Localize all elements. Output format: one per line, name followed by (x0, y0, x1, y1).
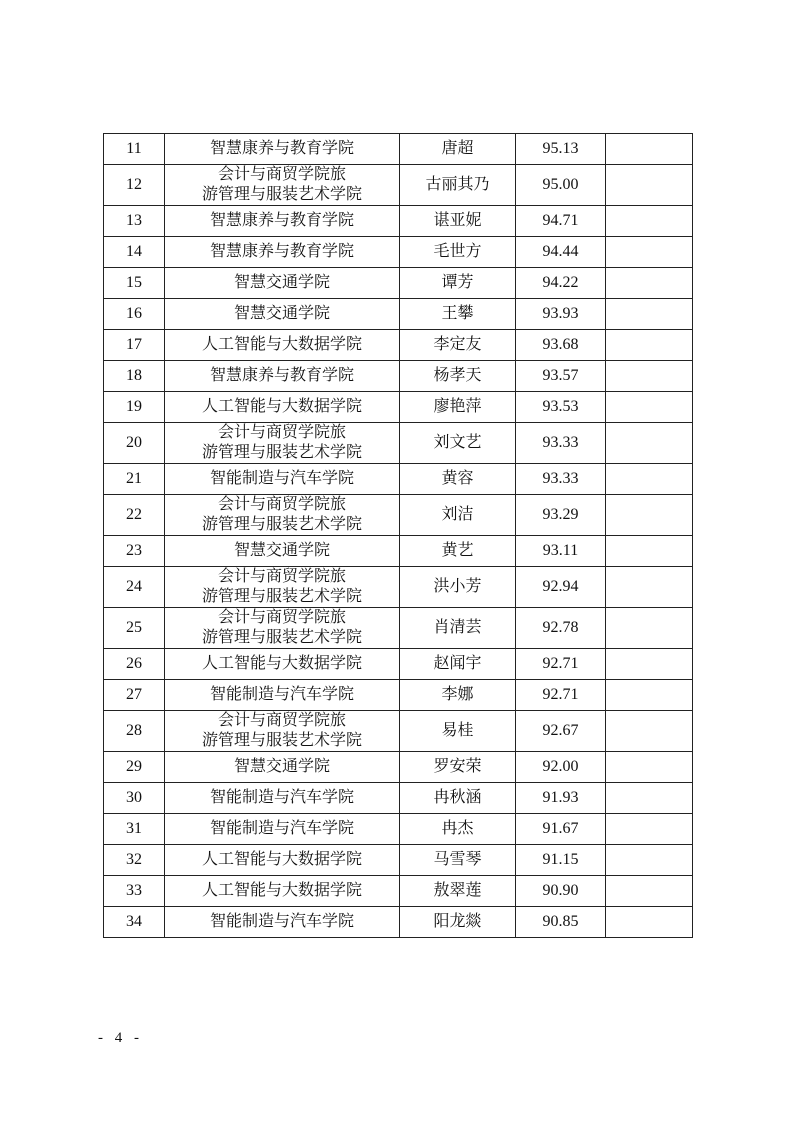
remarks-cell (606, 495, 693, 536)
name-cell: 李娜 (400, 680, 516, 711)
table-row (104, 536, 693, 567)
row-number-cell: 21 (104, 464, 165, 495)
table-row (104, 680, 693, 711)
remarks-cell (606, 845, 693, 876)
college-cell: 人工智能与大数据学院 (165, 330, 400, 361)
score-cell: 93.33 (516, 423, 606, 464)
college-cell: 会计与商贸学院旅 游管理与服装艺术学院 (165, 608, 400, 649)
score-cell: 92.00 (516, 752, 606, 783)
score-cell: 92.67 (516, 711, 606, 752)
remarks-cell (606, 907, 693, 938)
remarks-cell (606, 423, 693, 464)
score-cell: 92.71 (516, 680, 606, 711)
remarks-cell (606, 330, 693, 361)
row-number-cell: 27 (104, 680, 165, 711)
remarks-cell (606, 464, 693, 495)
remarks-cell (606, 649, 693, 680)
table-row (104, 876, 693, 907)
page-number: - 4 - (98, 1030, 143, 1046)
remarks-cell (606, 783, 693, 814)
college-cell: 智慧交通学院 (165, 752, 400, 783)
remarks-cell (606, 299, 693, 330)
row-number-cell: 29 (104, 752, 165, 783)
table-row (104, 134, 693, 165)
score-cell: 91.93 (516, 783, 606, 814)
score-cell: 93.53 (516, 392, 606, 423)
row-number-cell: 34 (104, 907, 165, 938)
name-cell: 易桂 (400, 711, 516, 752)
remarks-cell (606, 814, 693, 845)
college-cell: 人工智能与大数据学院 (165, 649, 400, 680)
remarks-cell (606, 134, 693, 165)
row-number-cell: 28 (104, 711, 165, 752)
name-cell: 廖艳萍 (400, 392, 516, 423)
name-cell: 洪小芳 (400, 567, 516, 608)
row-number-cell: 33 (104, 876, 165, 907)
table-row (104, 165, 693, 206)
table-row (104, 423, 693, 464)
table-row (104, 814, 693, 845)
score-cell: 94.22 (516, 268, 606, 299)
row-number-cell: 30 (104, 783, 165, 814)
college-cell: 人工智能与大数据学院 (165, 845, 400, 876)
score-cell: 92.94 (516, 567, 606, 608)
college-cell: 智能制造与汽车学院 (165, 464, 400, 495)
college-cell: 人工智能与大数据学院 (165, 876, 400, 907)
table-row (104, 206, 693, 237)
row-number-cell: 13 (104, 206, 165, 237)
remarks-cell (606, 876, 693, 907)
remarks-cell (606, 206, 693, 237)
table-row (104, 608, 693, 649)
name-cell: 黄容 (400, 464, 516, 495)
college-cell: 智慧康养与教育学院 (165, 361, 400, 392)
table-row (104, 237, 693, 268)
name-cell: 毛世方 (400, 237, 516, 268)
name-cell: 冉秋涵 (400, 783, 516, 814)
name-cell: 赵闻宇 (400, 649, 516, 680)
score-cell: 93.29 (516, 495, 606, 536)
score-cell: 90.90 (516, 876, 606, 907)
row-number-cell: 17 (104, 330, 165, 361)
college-cell: 人工智能与大数据学院 (165, 392, 400, 423)
score-cell: 91.15 (516, 845, 606, 876)
table-row (104, 361, 693, 392)
college-cell: 会计与商贸学院旅 游管理与服装艺术学院 (165, 165, 400, 206)
score-cell: 93.68 (516, 330, 606, 361)
row-number-cell: 31 (104, 814, 165, 845)
college-cell: 智慧康养与教育学院 (165, 134, 400, 165)
score-cell: 90.85 (516, 907, 606, 938)
name-cell: 杨孝天 (400, 361, 516, 392)
row-number-cell: 11 (104, 134, 165, 165)
college-cell: 智慧交通学院 (165, 536, 400, 567)
table-row (104, 845, 693, 876)
ranking-table (103, 133, 693, 938)
row-number-cell: 22 (104, 495, 165, 536)
college-cell: 会计与商贸学院旅 游管理与服装艺术学院 (165, 567, 400, 608)
row-number-cell: 26 (104, 649, 165, 680)
remarks-cell (606, 361, 693, 392)
name-cell: 马雪琴 (400, 845, 516, 876)
table-row (104, 649, 693, 680)
college-cell: 智慧康养与教育学院 (165, 206, 400, 237)
score-cell: 94.71 (516, 206, 606, 237)
remarks-cell (606, 392, 693, 423)
remarks-cell (606, 165, 693, 206)
score-cell: 94.44 (516, 237, 606, 268)
name-cell: 古丽其乃 (400, 165, 516, 206)
table-row (104, 330, 693, 361)
college-cell: 会计与商贸学院旅 游管理与服装艺术学院 (165, 495, 400, 536)
college-cell: 智能制造与汽车学院 (165, 814, 400, 845)
table-row (104, 392, 693, 423)
ranking-table-body (104, 134, 693, 938)
name-cell: 敖翠莲 (400, 876, 516, 907)
row-number-cell: 24 (104, 567, 165, 608)
row-number-cell: 20 (104, 423, 165, 464)
name-cell: 罗安荣 (400, 752, 516, 783)
score-cell: 95.13 (516, 134, 606, 165)
name-cell: 阳龙燚 (400, 907, 516, 938)
score-cell: 93.57 (516, 361, 606, 392)
remarks-cell (606, 268, 693, 299)
table-row (104, 752, 693, 783)
name-cell: 王攀 (400, 299, 516, 330)
name-cell: 黄艺 (400, 536, 516, 567)
score-cell: 95.00 (516, 165, 606, 206)
table-row (104, 464, 693, 495)
remarks-cell (606, 567, 693, 608)
college-cell: 智慧康养与教育学院 (165, 237, 400, 268)
college-cell: 会计与商贸学院旅 游管理与服装艺术学院 (165, 423, 400, 464)
name-cell: 谌亚妮 (400, 206, 516, 237)
remarks-cell (606, 752, 693, 783)
score-cell: 93.93 (516, 299, 606, 330)
row-number-cell: 25 (104, 608, 165, 649)
name-cell: 刘文艺 (400, 423, 516, 464)
score-cell: 93.33 (516, 464, 606, 495)
table-row (104, 268, 693, 299)
remarks-cell (606, 711, 693, 752)
table-row (104, 495, 693, 536)
row-number-cell: 18 (104, 361, 165, 392)
score-cell: 91.67 (516, 814, 606, 845)
table-row (104, 711, 693, 752)
name-cell: 冉杰 (400, 814, 516, 845)
row-number-cell: 32 (104, 845, 165, 876)
name-cell: 谭芳 (400, 268, 516, 299)
row-number-cell: 16 (104, 299, 165, 330)
college-cell: 智能制造与汽车学院 (165, 907, 400, 938)
name-cell: 肖清芸 (400, 608, 516, 649)
score-cell: 92.71 (516, 649, 606, 680)
row-number-cell: 23 (104, 536, 165, 567)
college-cell: 智能制造与汽车学院 (165, 680, 400, 711)
score-cell: 93.11 (516, 536, 606, 567)
college-cell: 智能制造与汽车学院 (165, 783, 400, 814)
table-row (104, 567, 693, 608)
college-cell: 会计与商贸学院旅 游管理与服装艺术学院 (165, 711, 400, 752)
remarks-cell (606, 680, 693, 711)
row-number-cell: 12 (104, 165, 165, 206)
table-row (104, 299, 693, 330)
table-row (104, 783, 693, 814)
name-cell: 刘洁 (400, 495, 516, 536)
remarks-cell (606, 536, 693, 567)
remarks-cell (606, 608, 693, 649)
college-cell: 智慧交通学院 (165, 299, 400, 330)
name-cell: 唐超 (400, 134, 516, 165)
remarks-cell (606, 237, 693, 268)
score-cell: 92.78 (516, 608, 606, 649)
row-number-cell: 14 (104, 237, 165, 268)
name-cell: 李定友 (400, 330, 516, 361)
row-number-cell: 15 (104, 268, 165, 299)
table-row (104, 907, 693, 938)
row-number-cell: 19 (104, 392, 165, 423)
college-cell: 智慧交通学院 (165, 268, 400, 299)
